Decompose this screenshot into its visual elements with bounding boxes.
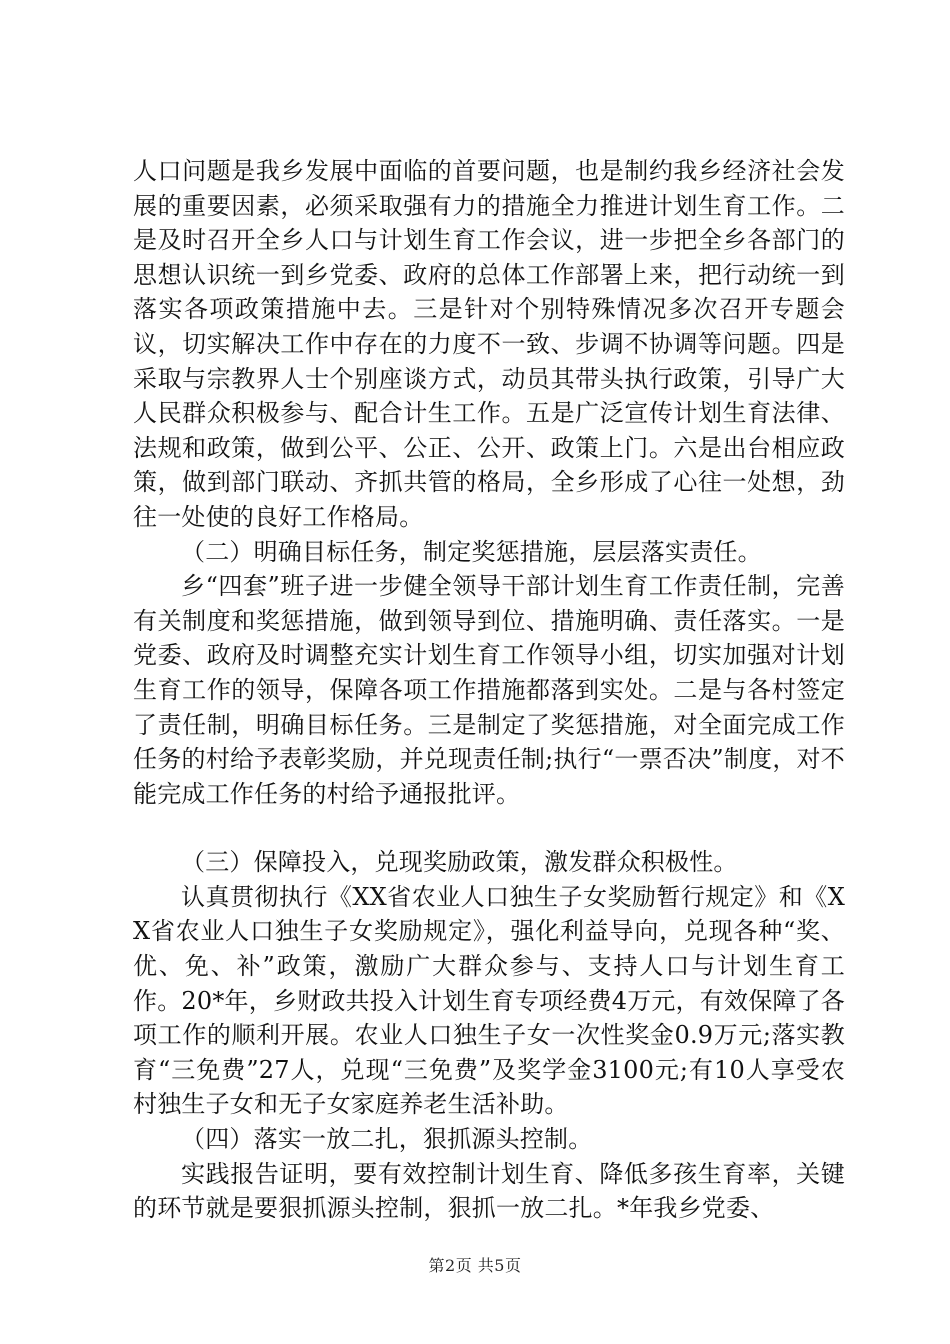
paragraph-investment: 认真贯彻执行《XX省农业人口独生子女奖励暂行规定》和《XX省农业人口独生子女奖励规定》，强化利益导向，兑现各种“奖、优、免、补”政策，激励广大群众参与、支持人口与计划生育工作。20*年，乡财政共投入计划生育专项经费4万元，有效保障了各项工作的顺利开展。农业人口独生子女一次性奖金0.9万元;落实教育“三免费”27人，兑现“三免费”及奖学金3100元;有10人享受农村独生子女和无子女家庭养老生活补助。 bbox=[133, 882, 846, 1119]
paragraph-responsibility: 乡“四套”班子进一步健全领导干部计划生育工作责任制，完善有关制度和奖惩措施，做到领导到位、措施明确、责任落实。一是党委、政府及时调整充实计划生育工作领导小组，切实加强对计划生育工作的领导，保障各项工作措施都落到实处。二是与各村签定了责任制，明确目标任务。三是制定了奖惩措施，对全面完成工作任务的村给予表彰奖励，并兑现责任制;执行“一票否决”制度，对不能完成工作任务的村给予通报批评。 bbox=[133, 572, 845, 808]
section-heading-2: （二）明确目标任务，制定奖惩措施，层层落实责任。 bbox=[181, 537, 762, 566]
paragraph-spacer bbox=[133, 811, 845, 845]
section-heading-4: （四）落实一放二扎，狠抓源头控制。 bbox=[181, 1125, 593, 1154]
paragraph-source-control: 实践报告证明，要有效控制计划生育、降低多孩生育率，关键的环节就是要狠抓源头控制，狠抓一放二扎。*年我乡党委、 bbox=[133, 1159, 845, 1223]
section-heading-3: （三）保障投入，兑现奖励政策，激发群众积极性。 bbox=[181, 848, 738, 877]
paragraph-population-issue: 人口问题是我乡发展中面临的首要问题，也是制约我乡经济社会发展的重要因素，必须采取强有力的措施全力推进计划生育工作。二是及时召开全乡人口与计划生育工作会议，进一步把全乡各部门的思想认识统一到乡党委、政府的总体工作部署上来，把行动统一到落实各项政策措施中去。三是针对个别特殊情况多次召开专题会议，切实解决工作中存在的力度不一致、步调不协调等问题。四是采取与宗教界人士个别座谈方式，动员其带头执行政策，引导广大人民群众积极参与、配合计生工作。五是广泛宣传计划生育法律、法规和政策，做到公平、公正、公开、政策上门。六是出台相应政策，做到部门联动、齐抓共管的格局，全乡形成了心往一处想，劲往一处使的良好工作格局。 bbox=[133, 157, 845, 531]
document-body bbox=[133, 154, 845, 1226]
page-footer: 第2页 共5页 bbox=[428, 1256, 522, 1275]
